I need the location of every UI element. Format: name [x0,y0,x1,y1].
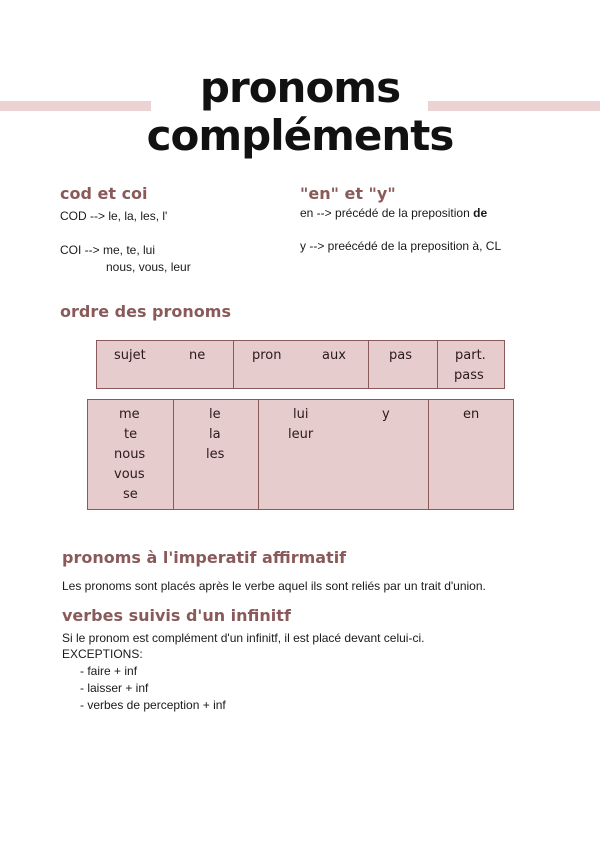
order-cell-pass: pass [454,368,484,383]
pronoun-le: le [209,407,221,422]
order-cell-pron: pron [252,348,282,363]
cod-coi-heading: cod et coi [60,184,148,203]
coi-line2: nous, vous, leur [106,260,191,274]
exceptions-label: EXCEPTIONS: [62,647,143,661]
pronoun-vous: vous [114,467,145,482]
cod-line: COD --> le, la, les, l' [60,209,168,223]
en-y-heading: "en" et "y" [300,184,396,203]
infinitif-text: Si le pronom est complément d'un infinitf, il est placé devant celui-ci. [62,631,425,645]
page-title-line2: compléments [146,111,454,160]
pronoun-y: y [382,407,390,422]
pronoun-en: en [463,407,480,422]
exception-item: - faire + inf [80,664,138,678]
exception-item: - verbes de perception + inf [80,698,226,712]
y-line: y --> preécédé de la preposition à, CL [300,239,502,253]
coi-line1: COI --> me, te, lui [60,243,156,257]
order-cell-pas: pas [389,348,412,363]
page-title-line1: pronoms [199,63,401,112]
order-cell-part: part. [455,348,486,363]
order-cell-sujet: sujet [114,348,146,363]
ordre-heading: ordre des pronoms [60,302,231,321]
pronoun-leur: leur [288,427,314,442]
en-line-bold: de [473,206,488,220]
pronoun-lui: lui [293,407,309,422]
imperatif-heading: pronoms à l'imperatif affirmatif [62,548,347,567]
order-table-row1 [96,340,505,389]
order-cell-ne: ne [189,348,206,363]
imperatif-text: Les pronoms sont placés après le verbe aquel ils sont reliés par un trait d'union. [62,579,486,593]
pronoun-les: les [206,447,225,462]
infinitif-heading: verbes suivis d'un infinitf [62,606,291,625]
order-cell-aux: aux [322,348,346,363]
pronoun-se: se [123,487,138,502]
exception-item: - laisser + inf [80,681,149,695]
pronoun-te: te [124,427,138,442]
pronoun-me: me [119,407,140,422]
order-table-row2 [87,399,514,510]
pronoun-la: la [209,427,221,442]
en-line [300,206,487,220]
pronoun-nous: nous [114,447,146,462]
en-line-text: en --> précédé de la preposition [300,206,474,220]
